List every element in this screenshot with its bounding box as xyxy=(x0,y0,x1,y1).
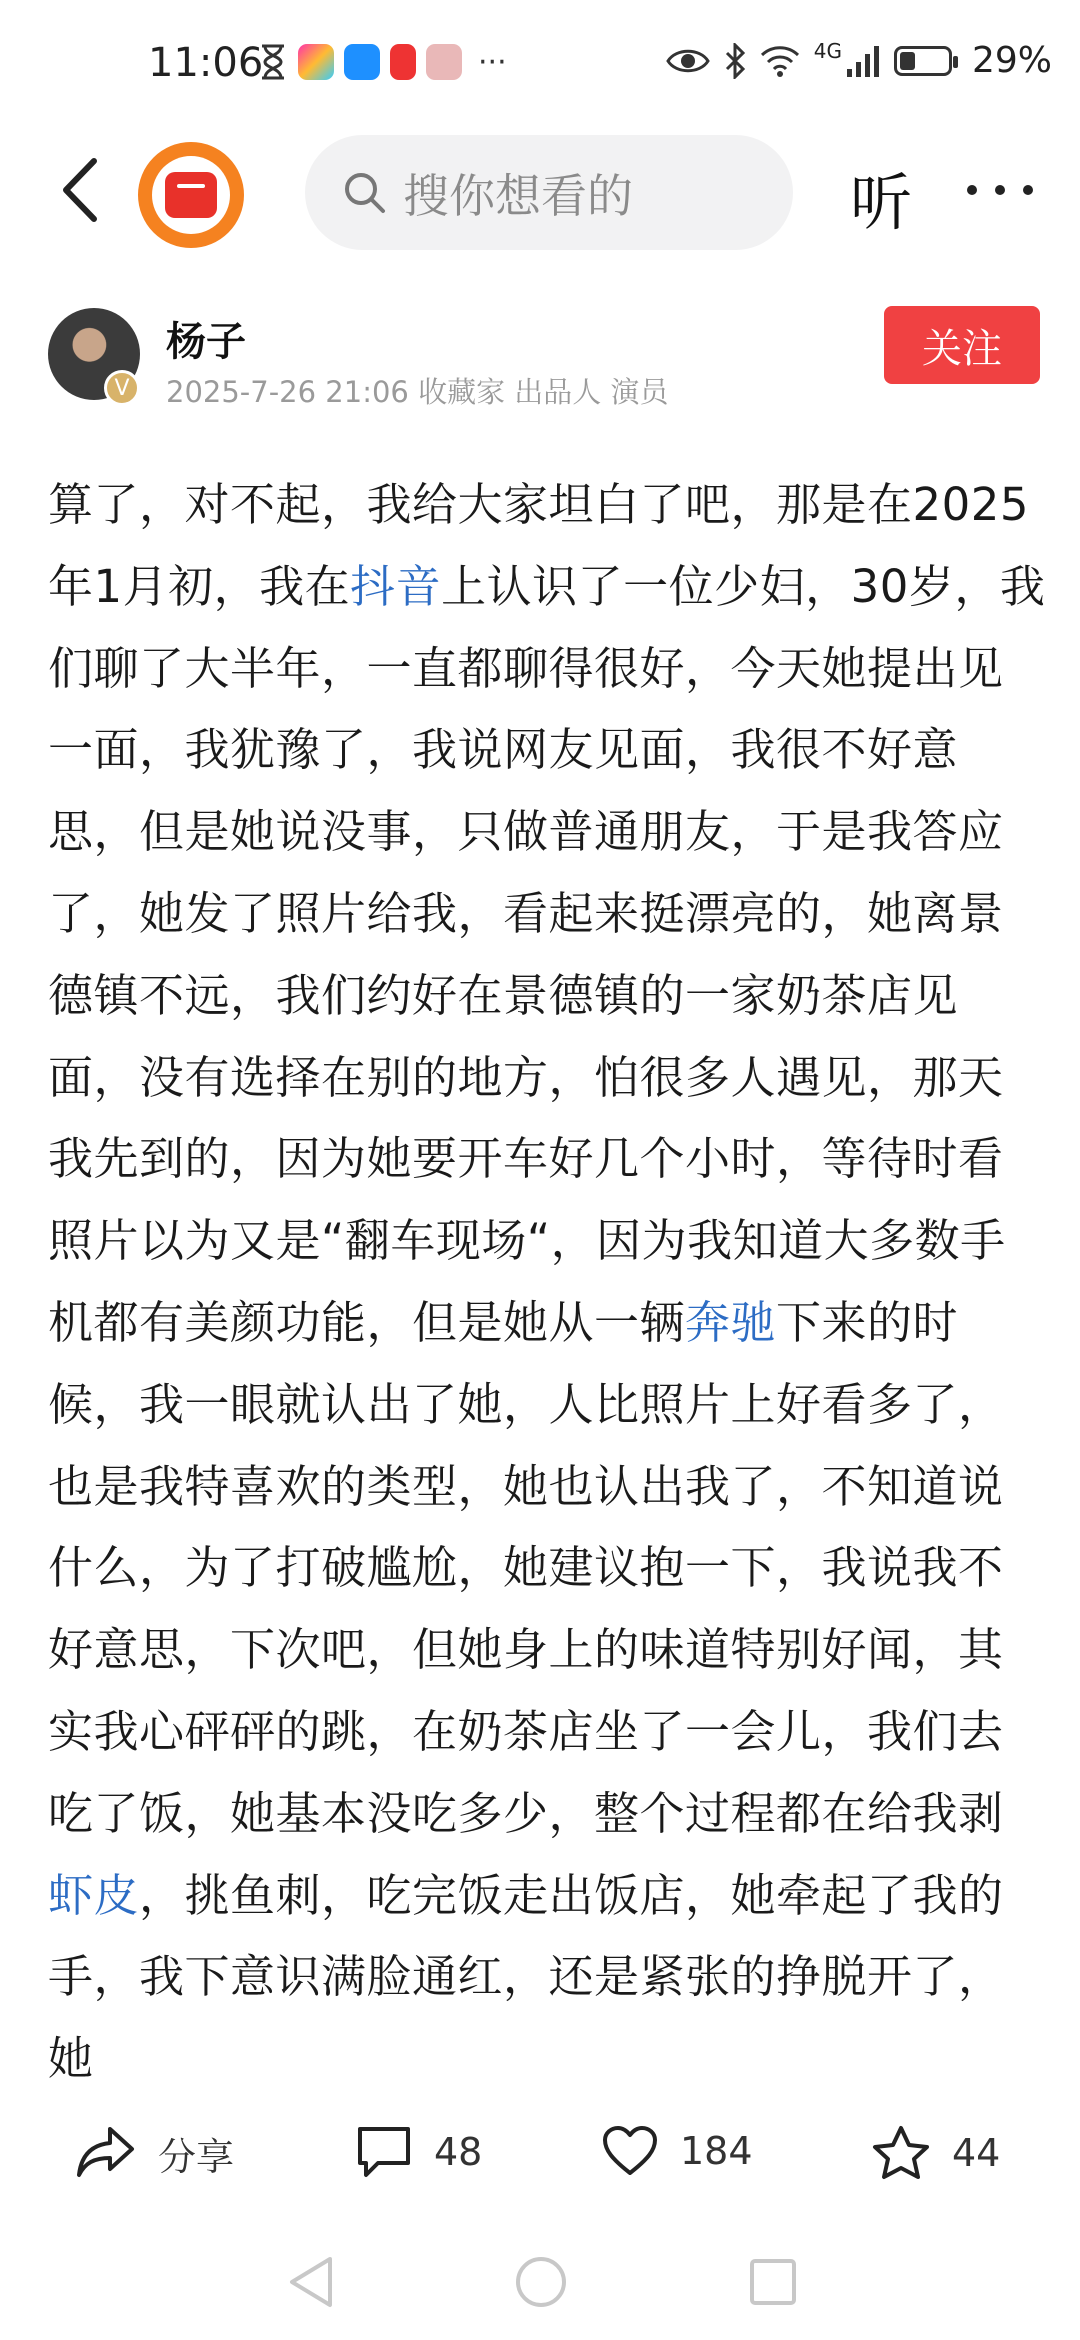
app-logo[interactable] xyxy=(138,142,244,248)
network-type: 4G xyxy=(813,38,842,63)
red-app-notification-icon xyxy=(390,44,416,80)
verified-badge-icon: V xyxy=(104,370,140,406)
nav-recents-icon[interactable] xyxy=(748,2255,798,2309)
back-icon[interactable] xyxy=(50,155,120,225)
share-button[interactable] xyxy=(76,2125,234,2181)
search-placeholder: 搜你想看的 xyxy=(403,168,633,223)
hourglass-icon xyxy=(258,44,288,80)
clock: 11:06 xyxy=(148,40,264,86)
system-nav-bar xyxy=(0,2245,1080,2325)
comment-button[interactable] xyxy=(356,2125,482,2179)
battery-percent: 29% xyxy=(971,40,1052,81)
more-notifications-icon: ··· xyxy=(478,44,507,80)
nav-home-icon[interactable] xyxy=(514,2255,568,2309)
comment-count: 48 xyxy=(434,2130,483,2174)
notification-icons xyxy=(258,44,507,80)
eye-icon xyxy=(666,46,710,76)
share-icon xyxy=(76,2125,136,2181)
post-text: 上认识了一位少妇，30岁，我们聊了大半年，一直都聊得很好，今天她提出见一面，我犹豫了，我说网友见面，我很不好意思，但是她说没事，只做普通朋友，于是我答应了，她发了照片给我，看起来挺漂亮的，她离景德镇不远，我们约好在景德镇的一家奶茶店见面，没有选择在别的地方，怕很多人遇见，那天我先到的，因为她要开车好几个小时，等待时看照片以为又是“翻车现场“，因为我知道大多数手机都有美颜功能，但是她从一辆 xyxy=(48,559,1046,1349)
bluetooth-icon xyxy=(724,43,746,79)
comment-icon xyxy=(356,2125,412,2179)
wifi-icon xyxy=(760,45,800,77)
like-button[interactable] xyxy=(602,2125,753,2177)
author-name[interactable]: 杨子 xyxy=(166,319,246,365)
more-options-icon[interactable] xyxy=(960,165,1040,215)
top-nav xyxy=(0,135,1080,250)
search-app-notification-icon xyxy=(344,44,380,80)
favorite-count: 44 xyxy=(952,2131,1001,2175)
listen-button[interactable]: 听 xyxy=(850,166,913,239)
heart-icon xyxy=(602,2125,658,2177)
app-notification-icon xyxy=(298,44,334,80)
box-app-notification-icon xyxy=(426,44,462,80)
post-text: ，挑鱼刺，吃完饭走出饭店，她牵起了我的手，我下意识满脸通红，还是紧张的挣脱开了，她 xyxy=(48,1868,1004,2086)
post-body xyxy=(48,464,1048,2100)
star-icon xyxy=(872,2125,930,2181)
post-text: 算了，对不起，我给大家坦白了吧，那是在2025年1月初，我在 xyxy=(48,478,1030,613)
like-count: 184 xyxy=(680,2129,753,2173)
battery-icon xyxy=(894,46,952,76)
topic-link-benz[interactable]: 奔驰 xyxy=(685,1295,777,1349)
topic-link-douyin[interactable]: 抖音 xyxy=(350,559,442,613)
status-bar xyxy=(0,0,1080,135)
post-text: 下来的时候，我一眼就认出了她，人比照片上好看多了，也是我特喜欢的类型，她也认出我了，不知道说什么，为了打破尴尬，她建议抱一下，我说我不好意思，下次吧，但她身上的味道特别好闻，其实我心砰砰的跳，在奶茶店坐了一会儿，我们去吃了饭，她基本没吃多少，整个过程都在给我剥 xyxy=(48,1295,1004,1840)
search-icon xyxy=(341,169,389,217)
nav-back-icon[interactable] xyxy=(286,2255,336,2309)
follow-button[interactable]: 关注 xyxy=(884,306,1040,384)
signal-icon xyxy=(846,45,880,77)
search-input[interactable] xyxy=(305,135,793,250)
topic-link-shrimp[interactable]: 虾皮 xyxy=(48,1868,140,1922)
favorite-button[interactable] xyxy=(872,2125,1000,2181)
system-status xyxy=(666,40,1052,81)
action-bar xyxy=(0,2115,1080,2195)
share-label: 分享 xyxy=(158,2134,235,2179)
post-meta: 2025-7-26 21:06 收藏家 出品人 演员 xyxy=(166,375,669,409)
